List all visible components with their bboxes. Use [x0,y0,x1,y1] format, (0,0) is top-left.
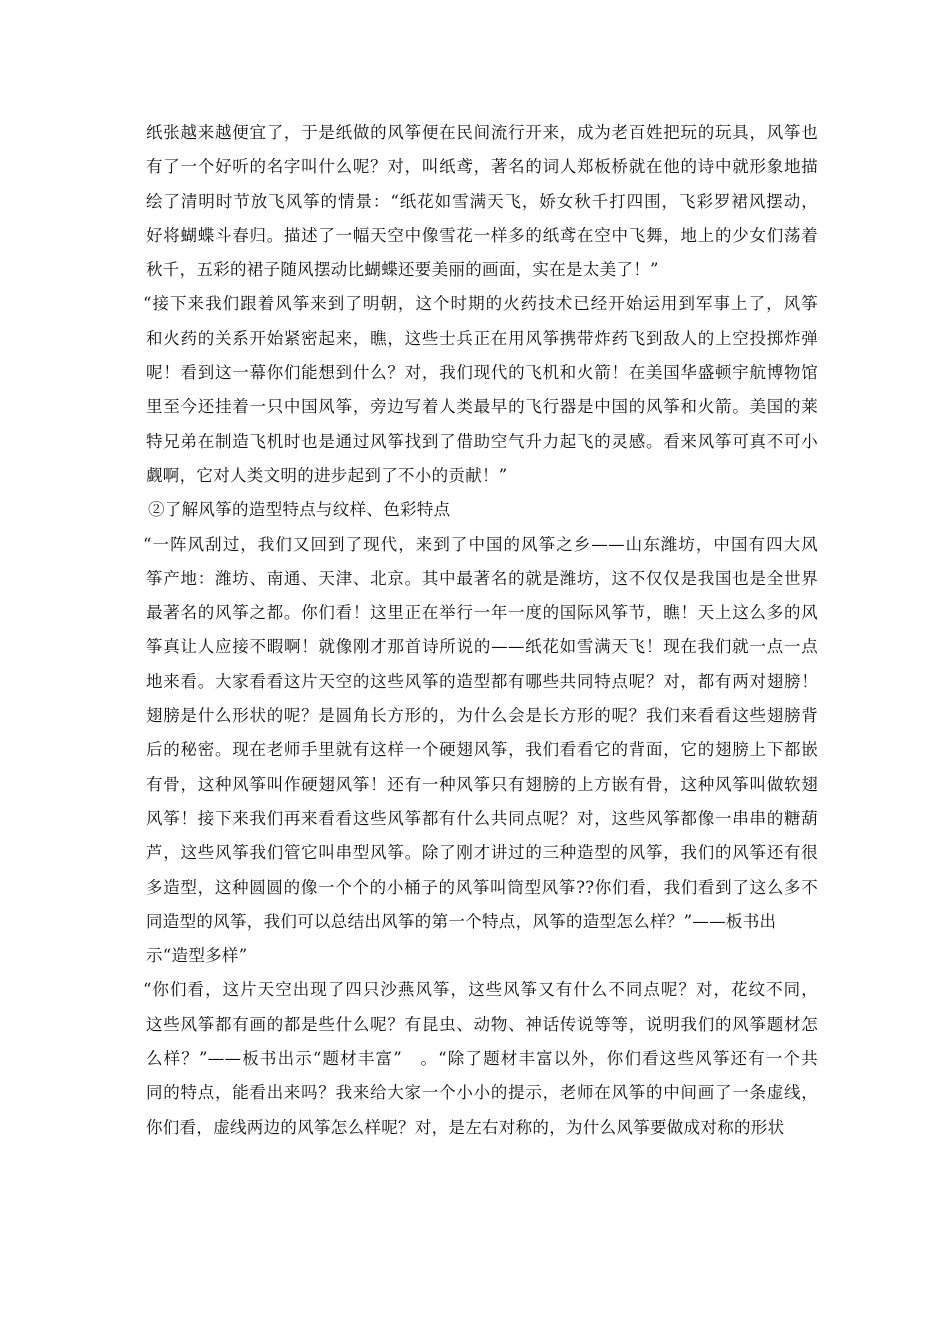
text-line: 么样？”——板书出示“题材丰富” 。“除了题材丰富以外，你们看这些风筝还有一个共 [146,1049,818,1069]
text-line: 纸张越来越便宜了，于是纸做的风筝便在民间流行开来，成为老百姓把玩的玩具，风筝也 [146,123,818,142]
text-line: 这些风筝都有画的都是些什么呢？有昆虫、动物、神话传说等等，说明我们的风筝题材怎 [146,1014,818,1034]
text-line: 地来看。大家看看这片天空的这些风筝的造型都有哪些共同特点呢？对，都有两对翅膀！ [146,671,818,691]
text-line: 多造型，这种圆圆的像一个个的小桶子的风筝叫筒型风筝??你们看，我们看到了这么多不 [146,877,818,897]
text-line: 筝产地：潍坊、南通、天津、北京。其中最著名的就是潍坊，这不仅仅是我国也是全世界 [146,568,818,588]
text-line: 和火药的关系开始紧密起来，瞧，这些士兵正在用风筝携带炸药飞到敌人的上空投掷炸弹 [146,328,818,348]
text-line: 翅膀是什么形状的呢？是圆角长方形的，为什么会是长方形的呢？我们来看看这些翅膀背 [146,706,818,726]
text-line: 同的特点，能看出来吗？我来给大家一个小小的提示，老师在风筝的中间画了一条虚线， [146,1083,818,1103]
text-line: 芦，这些风筝我们管它叫串型风筝。除了刚才讲过的三种造型的风筝，我们的风筝还有很 [146,843,818,863]
text-line: 有骨，这种风筝叫作硬翅风筝！还有一种风筝只有翅膀的上方嵌有骨，这种风筝叫做软翅 [146,774,818,794]
text-line: 好将蝴蝶斗春归。描述了一幅天空中像雪花一样多的纸鸢在空中飞舞，地上的少女们荡着 [146,225,818,245]
text-line: 觑啊，它对人类文明的进步起到了不小的贡献！” [146,465,508,485]
text-line: 后的秘密。现在老师手里就有这样一个硬翅风筝，我们看看它的背面，它的翅膀上下都嵌 [146,740,818,760]
text-line: “你们看，这片天空出现了四只沙燕风筝，这些风筝又有什么不同点呢？对，花纹不同， [143,980,818,1000]
section-heading: ②了解风筝的造型特点与纹样、色彩特点 [148,500,451,520]
text-line: 最著名的风筝之都。你们看！这里正在举行一年一度的国际风筝节，瞧！天上这么多的风 [146,603,818,623]
text-line: 你们看，虚线两边的风筝怎么样呢？对，是左右对称的，为什么风筝要做成对称的形状 [146,1117,785,1137]
text-line: 示“造型多样” [146,946,248,966]
text-line: 风筝！接下来我们再来看看这些风筝都有什么共同点呢？对，这些风筝都像一串串的糖葫 [146,808,818,828]
text-line: “接下来我们跟着风筝来到了明朝，这个时期的火药技术已经开始运用到军事上了，风筝 [143,294,818,314]
text-line: 特兄弟在制造飞机时也是通过风筝找到了借助空气升力起飞的灵感。看来风筝可真不可小 [146,431,818,451]
text-line: 里至今还挂着一只中国风筝，旁边写着人类最早的飞行器是中国的风筝和火箭。美国的莱 [146,397,818,417]
text-line: 呢！看到这一幕你们能想到什么？对，我们现代的飞机和火箭！在美国华盛顿宇航博物馆 [146,363,818,383]
text-line: 有了一个好听的名字叫什么呢？对，叫纸鸢，著名的词人郑板桥就在他的诗中就形象地描 [146,157,818,177]
text-line: 秋千，五彩的裙子随风摆动比蝴蝶还要美丽的画面，实在是太美了！” [146,260,659,280]
text-line: “一阵风刮过，我们又回到了现代，来到了中国的风筝之乡——山东潍坊，中国有四大风 [143,534,818,554]
text-line: 绘了清明时节放飞风筝的情景：“纸花如雪满天飞，娇女秋千打四围，飞彩罗裙风摆动， [146,191,818,211]
text-line: 同造型的风筝，我们可以总结出风筝的第一个特点，风筝的造型怎么样？”——板书出 [146,911,777,931]
text-line: 筝真让人应接不暇啊！就像刚才那首诗所说的——纸花如雪满天飞！现在我们就一点一点 [146,637,818,657]
document-page [143,116,818,1145]
